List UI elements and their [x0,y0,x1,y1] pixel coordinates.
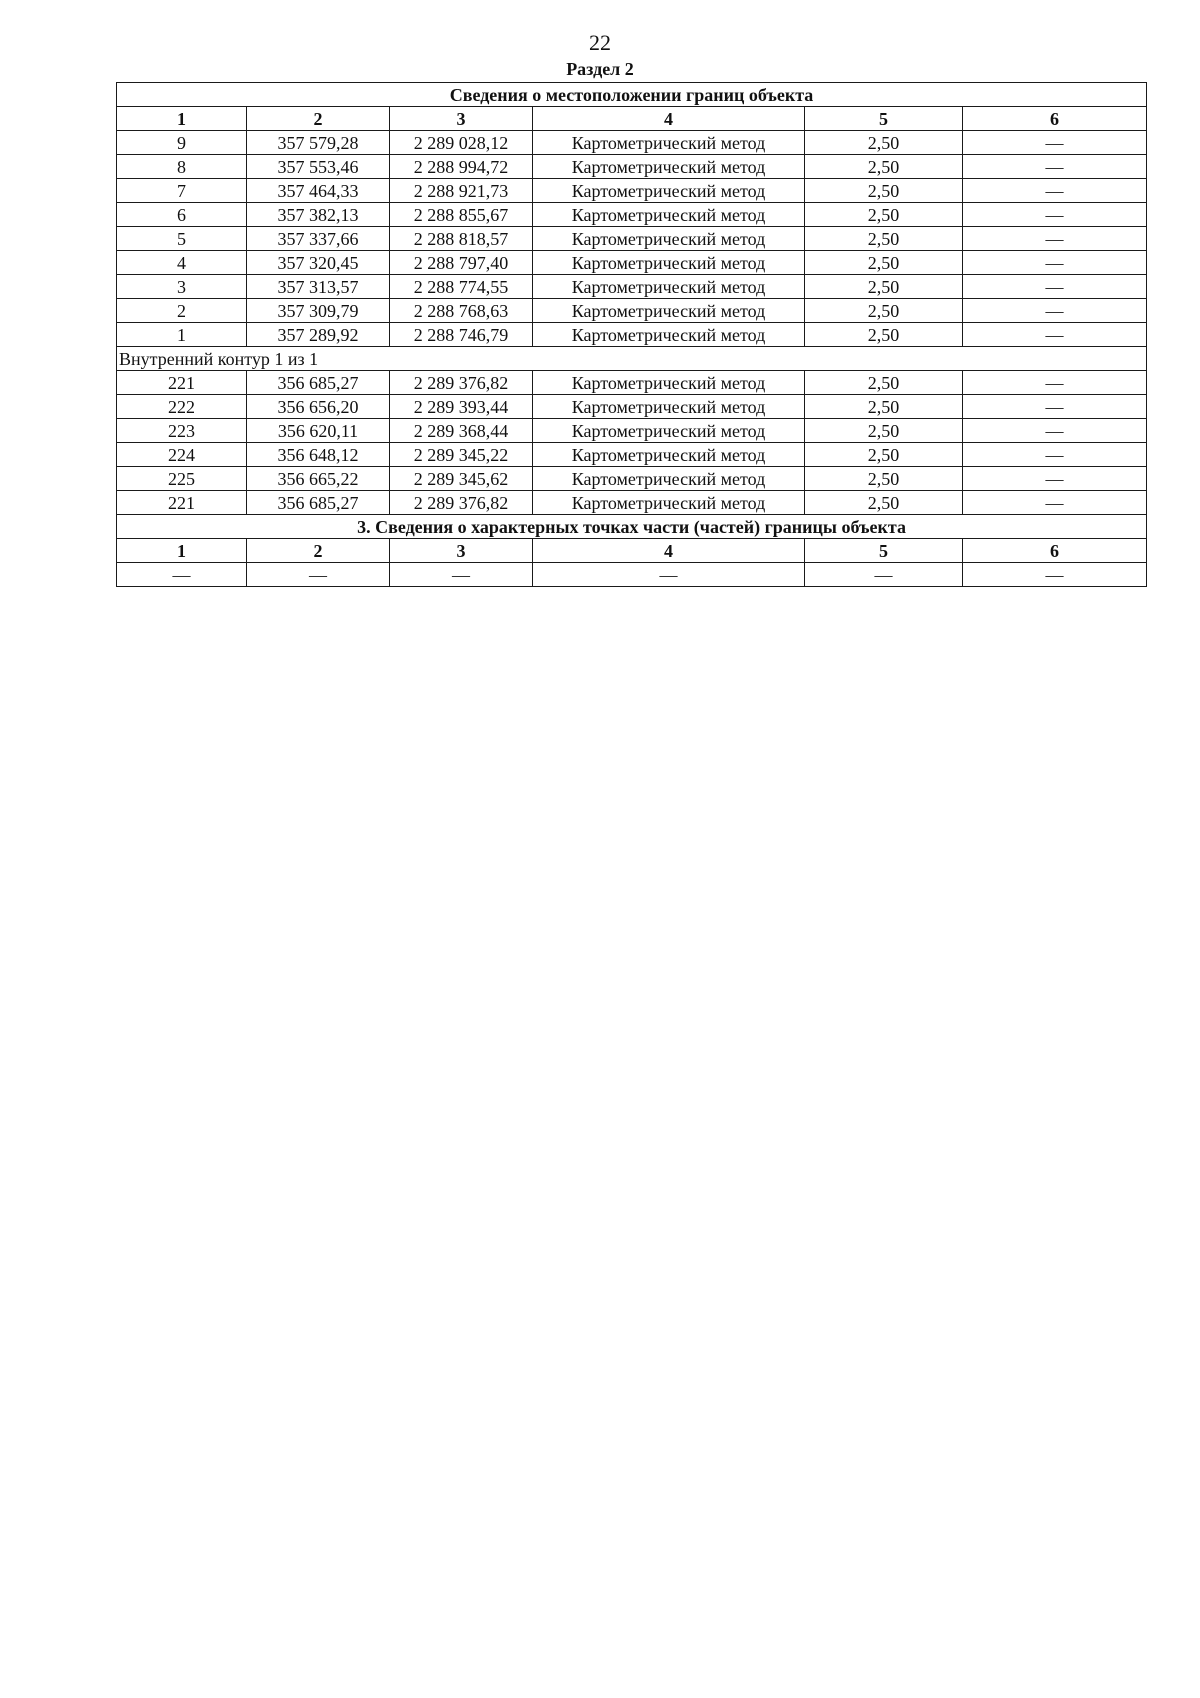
table-cell: 357 553,46 [247,155,390,179]
table-cell: 6 [963,107,1147,131]
table-cell: 2 289 368,44 [390,419,533,443]
table-cell: — [805,563,963,587]
table-cell: — [963,227,1147,251]
table-cell: 2,50 [805,275,963,299]
part-column-header-row [117,539,1147,563]
table-cell: 357 464,33 [247,179,390,203]
section-label: Раздел 2 [566,59,634,79]
table-cell: — [390,563,533,587]
table-cell: 2,50 [805,179,963,203]
table-cell: 3 [117,275,247,299]
table-cell: 2 288 774,55 [390,275,533,299]
table-cell: 2 [247,107,390,131]
table-cell: Картометрический метод [533,251,805,275]
table-cell: 2 289 376,82 [390,371,533,395]
table-cell: 4 [117,251,247,275]
table-cell: 3 [390,539,533,563]
table-cell: Картометрический метод [533,491,805,515]
table-cell: Картометрический метод [533,275,805,299]
table-cell: 3 [390,107,533,131]
table-cell: 2,50 [805,299,963,323]
part-section-title [117,515,1147,539]
table-cell: 2 289 028,12 [390,131,533,155]
table-cell: 2 288 855,67 [390,203,533,227]
table-cell: — [963,371,1147,395]
table-cell: — [963,131,1147,155]
table-cell: Картометрический метод [533,371,805,395]
table-cell: 2,50 [805,419,963,443]
table-cell: — [963,179,1147,203]
table-cell: 9 [117,131,247,155]
table-cell: 5 [117,227,247,251]
table-row [117,491,1147,515]
table-cell: 2 289 345,22 [390,443,533,467]
table-cell: 8 [117,155,247,179]
table-cell: 2,50 [805,371,963,395]
table-cell: 4 [533,107,805,131]
table-cell: 2,50 [805,203,963,227]
inner-contour-label [117,347,1147,371]
table-cell: — [963,395,1147,419]
table-cell: 4 [533,539,805,563]
table-title-row [117,83,1147,107]
table-cell: 2,50 [805,467,963,491]
table-cell: 2 288 746,79 [390,323,533,347]
table-row [117,251,1147,275]
table-body [117,83,1147,587]
table-cell: 2,50 [805,491,963,515]
table-row [117,179,1147,203]
table-cell: — [117,563,247,587]
table-cell: 2,50 [805,227,963,251]
table-cell: 2,50 [805,323,963,347]
table-cell: 356 620,11 [247,419,390,443]
table-cell: 2 288 818,57 [390,227,533,251]
table-cell: 356 665,22 [247,467,390,491]
table-cell: 1 [117,107,247,131]
table-cell: 2 289 393,44 [390,395,533,419]
table-cell: Картометрический метод [533,443,805,467]
table-cell: 2 [247,539,390,563]
table-cell: — [963,467,1147,491]
table-cell: 357 313,57 [247,275,390,299]
table-cell: 221 [117,491,247,515]
table-cell: — [963,155,1147,179]
table-row [117,131,1147,155]
table-cell: — [247,563,390,587]
table-cell: Картометрический метод [533,299,805,323]
table-row [117,443,1147,467]
table-cell: 357 289,92 [247,323,390,347]
table-cell: 1 [117,323,247,347]
table-cell: 2,50 [805,443,963,467]
table-cell: 356 656,20 [247,395,390,419]
table-cell: 2 288 994,72 [390,155,533,179]
table-row [117,299,1147,323]
table-cell: 2 289 345,62 [390,467,533,491]
table-cell: 356 648,12 [247,443,390,467]
table-cell: 357 382,13 [247,203,390,227]
table-cell: 221 [117,371,247,395]
table-cell: 2,50 [805,155,963,179]
table-row [117,203,1147,227]
table-cell: 2 288 921,73 [390,179,533,203]
table-cell: 223 [117,419,247,443]
table-row [117,371,1147,395]
table-cell: 2 289 376,82 [390,491,533,515]
table-cell: 2,50 [805,395,963,419]
table-cell: 1 [117,539,247,563]
table-cell: 7 [117,179,247,203]
table-cell: 357 337,66 [247,227,390,251]
table-row [117,155,1147,179]
table-cell: — [963,299,1147,323]
table-row [117,419,1147,443]
table-row [117,563,1147,587]
table-cell: Картометрический метод [533,323,805,347]
table-title: Сведения о местоположении границ объекта [117,83,1147,107]
table-cell: — [963,251,1147,275]
table-row [117,395,1147,419]
table-cell: 222 [117,395,247,419]
table-cell: — [963,419,1147,443]
table-cell: 357 579,28 [247,131,390,155]
part-section-title-cell: 3. Сведения о характерных точках части (частей) границы объекта [117,515,1147,539]
table-cell: Картометрический метод [533,155,805,179]
table-row [117,275,1147,299]
table-cell: 356 685,27 [247,491,390,515]
table-cell: 6 [117,203,247,227]
column-header-row [117,107,1147,131]
table-cell: 224 [117,443,247,467]
table-cell: 357 309,79 [247,299,390,323]
table-cell: Картометрический метод [533,131,805,155]
table-cell: — [533,563,805,587]
table-cell: 2 288 768,63 [390,299,533,323]
table-cell: — [963,563,1147,587]
page-number: 22 [589,30,611,55]
table-cell: 2 288 797,40 [390,251,533,275]
table-row [117,467,1147,491]
table-cell: Картометрический метод [533,395,805,419]
table-cell: 5 [805,539,963,563]
table-cell: 356 685,27 [247,371,390,395]
table-cell: — [963,203,1147,227]
table-cell: Картометрический метод [533,227,805,251]
table-cell: Картометрический метод [533,467,805,491]
table-cell: — [963,443,1147,467]
table-row [117,227,1147,251]
table-cell: Картометрический метод [533,179,805,203]
table-cell: — [963,491,1147,515]
table-cell: 225 [117,467,247,491]
table-cell: 2,50 [805,251,963,275]
table-cell: Картометрический метод [533,203,805,227]
table-cell: 2 [117,299,247,323]
table-cell: Картометрический метод [533,419,805,443]
table-cell: — [963,323,1147,347]
table-cell: 5 [805,107,963,131]
table-row [117,323,1147,347]
table-cell: 357 320,45 [247,251,390,275]
table-cell: 2,50 [805,131,963,155]
inner-contour-label-cell: Внутренний контур 1 из 1 [117,347,1147,371]
table-cell: 6 [963,539,1147,563]
table-cell: — [963,275,1147,299]
boundary-table [116,82,1147,587]
